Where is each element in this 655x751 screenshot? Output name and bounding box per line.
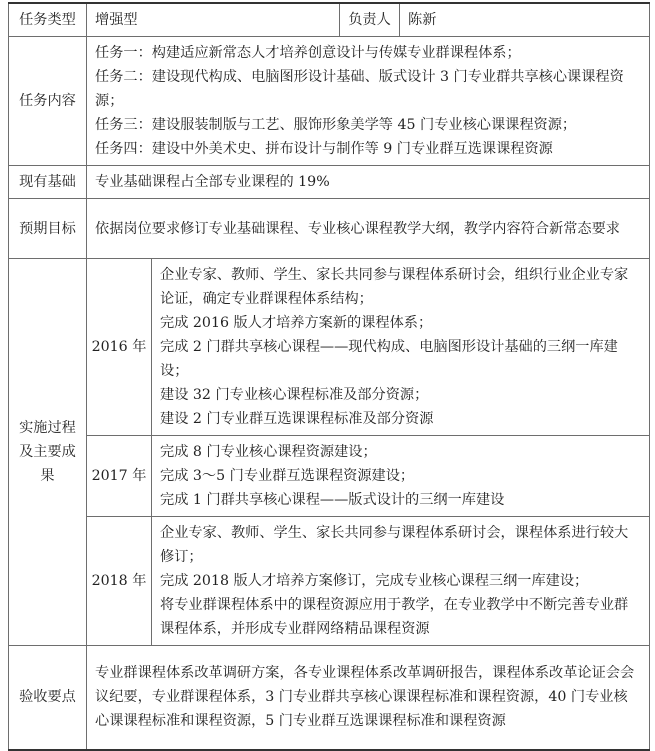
task-content-row [9, 37, 650, 166]
task-type-value: 增强型 [87, 3, 340, 37]
process-label [9, 259, 87, 646]
year-item: 企业专家、教师、学生、家长共同参与课程体系研讨会，课程体系进行较大修订； [160, 525, 629, 565]
process-label-line: 实施过程 [19, 420, 76, 436]
year-item: 完成 2 门群共享核心课程——现代构成、电脑图形设计基础的三纲一库建设； [160, 339, 618, 379]
task-table-wrapper [8, 2, 649, 751]
task-content-cell [87, 37, 650, 166]
year-items-cell [152, 436, 650, 517]
year-item: 将专业群课程体系中的课程资源应用于教学，在专业教学中不断完善专业群课程体系，并形成专业群网络精品课程资源 [160, 597, 629, 637]
year-item: 建设 32 门专业核心课程标准及部分资源； [160, 387, 429, 403]
year-items-cell [152, 259, 650, 436]
year-item: 完成 2016 版人才培养方案新的课程体系； [160, 315, 433, 331]
owner-label: 负责人 [340, 3, 400, 37]
acceptance-label: 验收要点 [9, 646, 87, 750]
acceptance-text: 专业群课程体系改革调研方案，各专业课程体系改革调研报告，课程体系改革论证会会议纪要，专业群课程体系，3 门专业群共享核心课课程标准和课程资源，40 门专业核心课课程标准和课程资源，5 门专业群互选课课程标准和课程资源 [87, 646, 650, 750]
goal-row [9, 199, 650, 259]
task-item: 任务一：构建适应新常态人才培养创意设计与传媒专业群课程体系； [95, 45, 521, 61]
task-item: 任务四：建设中外美术史、拼布设计与制作等 9 门专业群互选课课程资源 [95, 141, 553, 157]
year-label: 2018 年 [87, 517, 152, 646]
basis-text: 专业基础课程占全部专业课程的 19% [87, 166, 650, 199]
acceptance-row [9, 646, 650, 750]
owner-value: 陈新 [400, 3, 650, 37]
process-label-line: 果 [40, 468, 55, 484]
year-item: 完成 2018 版人才培养方案修订，完成专业核心课程三纲一库建设； [160, 573, 589, 589]
task-type-label: 任务类型 [9, 3, 87, 37]
basis-label: 现有基础 [9, 166, 87, 199]
basis-row [9, 166, 650, 199]
goal-text: 依据岗位要求修订专业基础课程、专业核心课程教学大纲，教学内容符合新常态要求 [87, 199, 650, 259]
year-items-cell [152, 517, 650, 646]
year-item: 企业专家、教师、学生、家长共同参与课程体系研讨会，组织行业企业专家论证，确定专业群课程体系结构； [160, 267, 629, 307]
year-item: 完成 8 门专业核心课程资源建设； [160, 444, 377, 460]
process-year-row [9, 259, 650, 436]
year-label: 2017 年 [87, 436, 152, 517]
year-item: 完成 1 门群共享核心课程——版式设计的三纲一库建设 [160, 492, 505, 508]
year-label: 2016 年 [87, 259, 152, 436]
goal-label: 预期目标 [9, 199, 87, 259]
year-item: 建设 2 门专业群互选课课程标准及部分资源 [160, 411, 434, 427]
process-year-row [9, 517, 650, 646]
task-item: 任务二：建设现代构成、电脑图形设计基础、版式设计 3 门专业群共享核心课课程资源； [95, 69, 624, 109]
task-content-label: 任务内容 [9, 37, 87, 166]
task-item: 任务三：建设服装制版与工艺、服饰形象美学等 45 门专业核心课课程资源； [95, 117, 577, 133]
process-year-row [9, 436, 650, 517]
task-type-row [9, 3, 650, 37]
year-item: 完成 3～5 门专业群互选课程资源建设； [160, 468, 415, 484]
process-label-line: 及主要成 [19, 444, 76, 460]
task-table [8, 2, 650, 751]
